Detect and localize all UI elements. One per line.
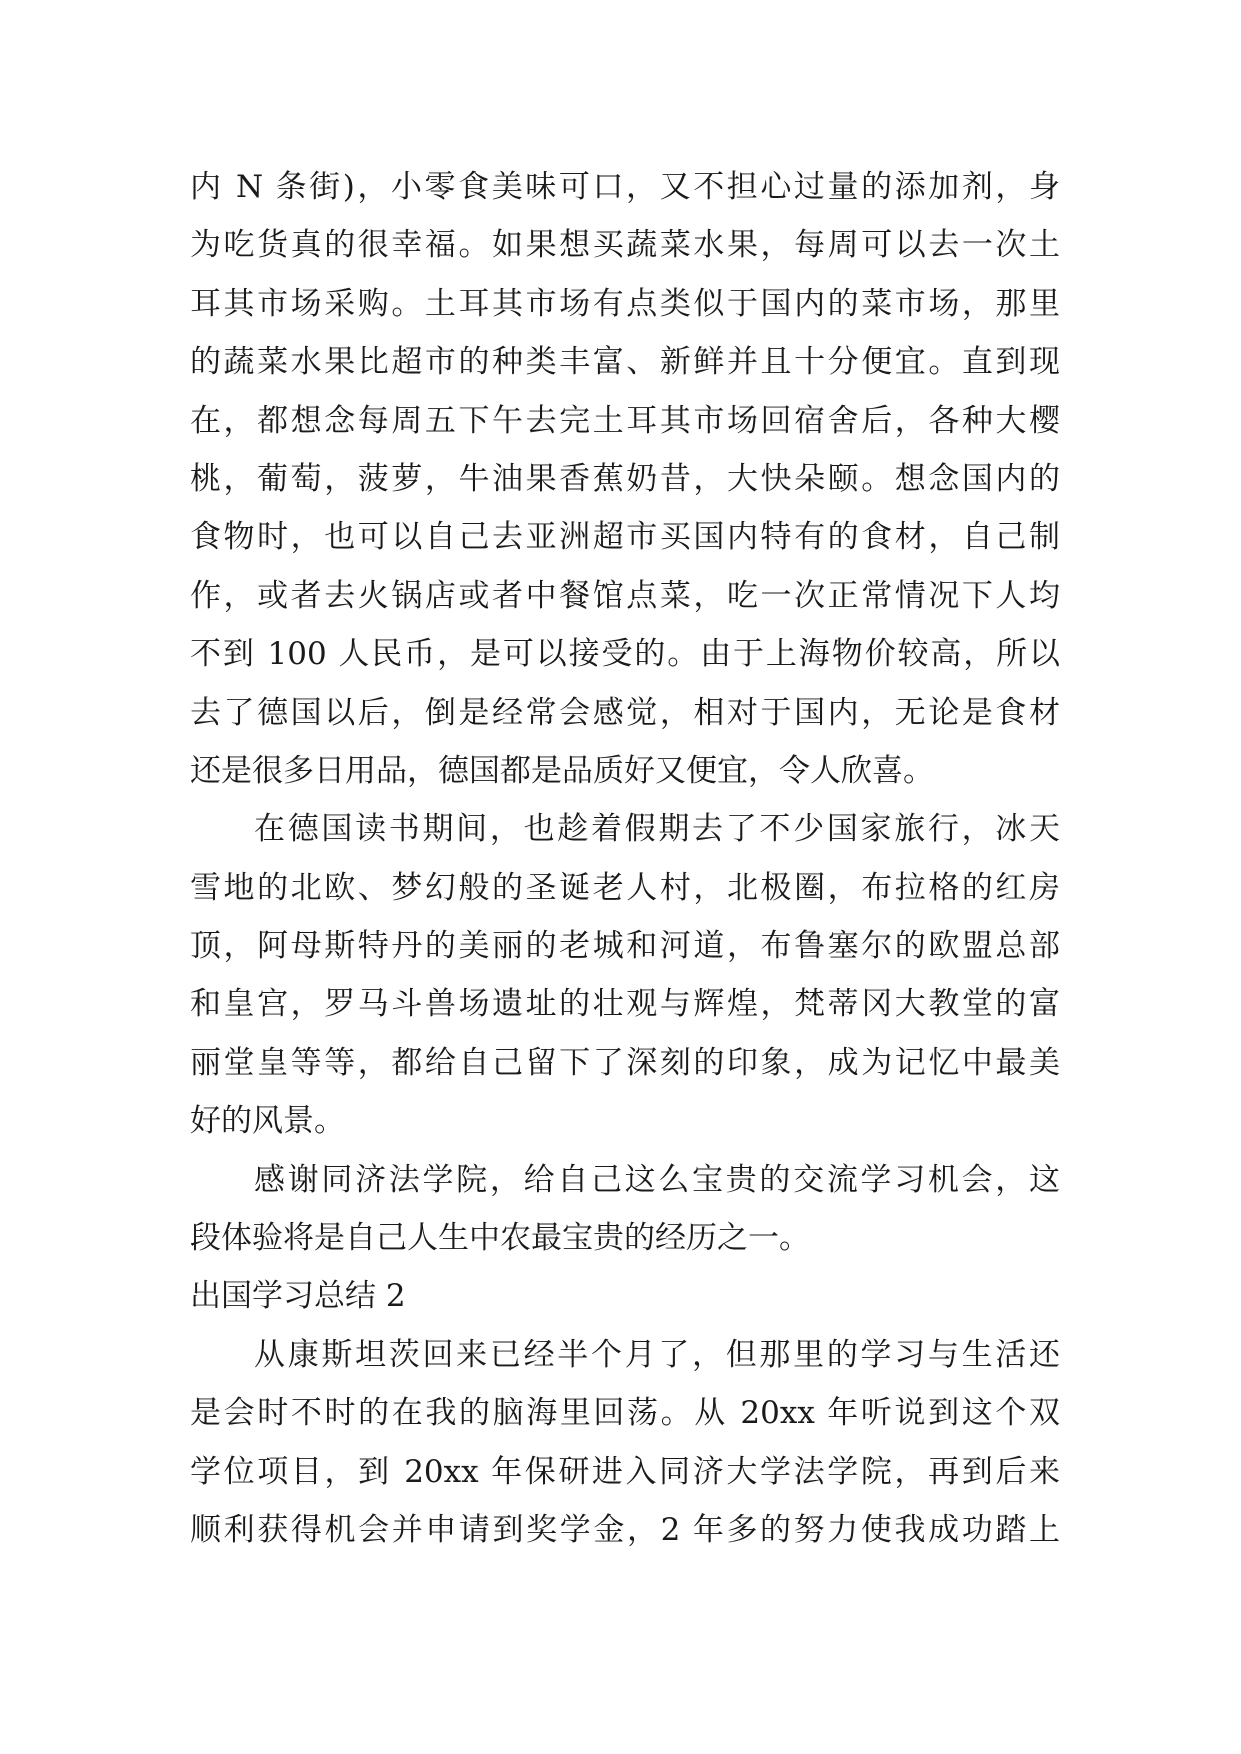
paragraph-first-line: 从康斯坦茨回来已经半个月了，但那里的学习与生活还 bbox=[254, 1336, 1060, 1373]
text-line: 段体验将是自己人生中农最宝贵的经历之一。 bbox=[190, 1220, 810, 1257]
text-line: 内 N 条街)，小零食美味可口，又不担心过量的添加剂，身 bbox=[190, 169, 1060, 205]
text-line: 桃，葡萄，菠萝，牛油果香蕉奶昔，大快朵颐。想念国内的 bbox=[190, 460, 1060, 497]
text-line: 学位项目，到 20xx 年保研进入同济大学法学院，再到后来 bbox=[190, 1453, 1060, 1490]
text-line: 在，都想念每周五下午去完土耳其市场回宿舍后，各种大樱 bbox=[190, 402, 1060, 439]
text-line: 丽堂皇等等，都给自己留下了深刻的印象，成为记忆中最美 bbox=[190, 1044, 1060, 1081]
text-line: 耳其市场采购。土耳其市场有点类似于国内的菜市场，那里 bbox=[190, 285, 1060, 322]
text-line: 是会时不时的在我的脑海里回荡。从 20xx 年听说到这个双 bbox=[190, 1395, 1060, 1432]
text-line: 雪地的北欧、梦幻般的圣诞老人村，北极圈，布拉格的红房 bbox=[190, 869, 1060, 906]
text-line: 不到 100 人民币，是可以接受的。由于上海物价较高，所以 bbox=[190, 636, 1060, 673]
text-line: 好的风景。 bbox=[190, 1103, 345, 1140]
document-body bbox=[190, 158, 1060, 1559]
text-line: 作，或者去火锅店或者中餐馆点菜，吃一次正常情况下人均 bbox=[190, 577, 1060, 614]
text-line: 和皇宫，罗马斗兽场遗址的壮观与辉煌，梵蒂冈大教堂的富 bbox=[190, 986, 1060, 1023]
section-heading: 出国学习总结 2 bbox=[190, 1278, 406, 1315]
text-line: 为吃货真的很幸福。如果想买蔬菜水果，每周可以去一次土 bbox=[190, 227, 1060, 264]
paragraph-first-line: 感谢同济法学院，给自己这么宝贵的交流学习机会，这 bbox=[254, 1161, 1060, 1198]
text-line: 食物时，也可以自己去亚洲超市买国内特有的食材，自己制 bbox=[190, 519, 1060, 556]
text-line: 还是很多日用品，德国都是品质好又便宜，令人欣喜。 bbox=[190, 752, 934, 789]
text-line: 顶，阿母斯特丹的美丽的老城和河道，布鲁塞尔的欧盟总部 bbox=[190, 928, 1060, 965]
text-line: 顺利获得机会并申请到奖学金，2 年多的努力使我成功踏上 bbox=[190, 1511, 1060, 1548]
text-line: 的蔬菜水果比超市的种类丰富、新鲜并且十分便宜。直到现 bbox=[190, 344, 1060, 381]
text-line: 去了德国以后，倒是经常会感觉，相对于国内，无论是食材 bbox=[190, 694, 1060, 731]
paragraph-first-line: 在德国读书期间，也趁着假期去了不少国家旅行，冰天 bbox=[254, 811, 1060, 848]
